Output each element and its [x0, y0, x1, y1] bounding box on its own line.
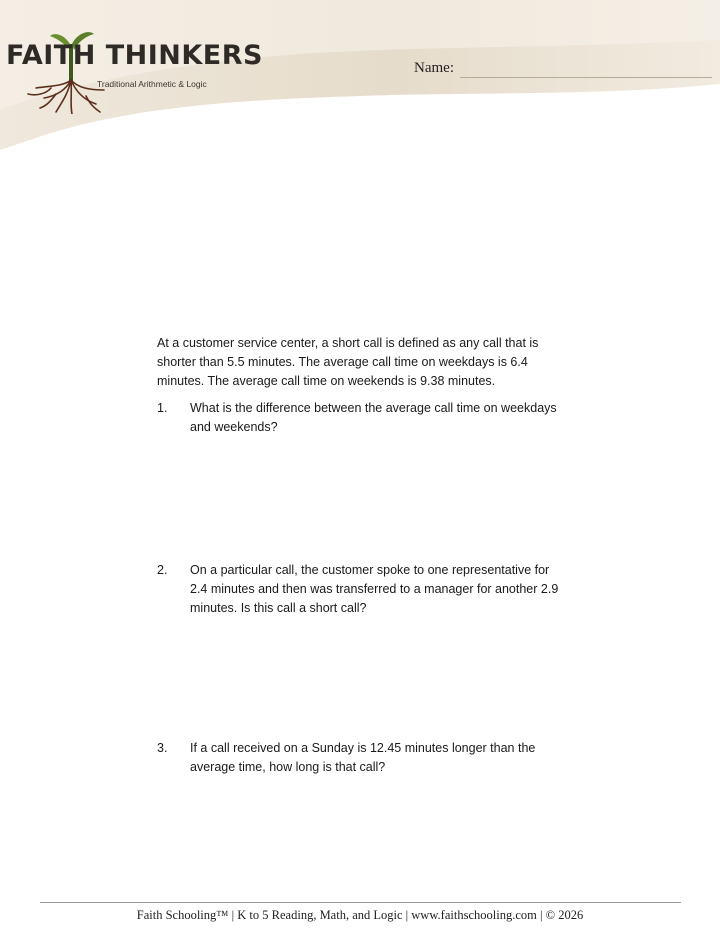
- question-text: On a particular call, the customer spoke to one representative for 2.4 minutes and then was transferred to a manager for another 2.9 minutes. Is this call a short call?: [190, 563, 559, 615]
- brand-title: FAITH THINKERS: [6, 40, 263, 71]
- question-number: 3.: [157, 741, 168, 755]
- footer-divider: [40, 902, 681, 903]
- footer-text: Faith Schooling™ | K to 5 Reading, Math, and Logic | www.faithschooling.com | © 2026: [136, 908, 584, 922]
- question-text: What is the difference between the average call time on weekdays and weekends?: [190, 401, 557, 434]
- intro-text: At a customer service center, a short call is defined as any call that is shorter than 5.5 minutes. The average call time on weekdays is 6.4 minutes. The average call time on weekends is 9.38 minutes.: [157, 336, 539, 388]
- problem-intro: [157, 334, 577, 391]
- question-number: 2.: [157, 563, 168, 577]
- question-text: If a call received on a Sunday is 12.45 minutes longer than the average time, how long is that call?: [190, 741, 536, 774]
- question-number: 1.: [157, 401, 168, 415]
- name-label: Name:: [414, 60, 454, 76]
- brand-subtitle: Traditional Arithmetic & Logic: [97, 79, 207, 89]
- name-field-line[interactable]: [460, 77, 712, 78]
